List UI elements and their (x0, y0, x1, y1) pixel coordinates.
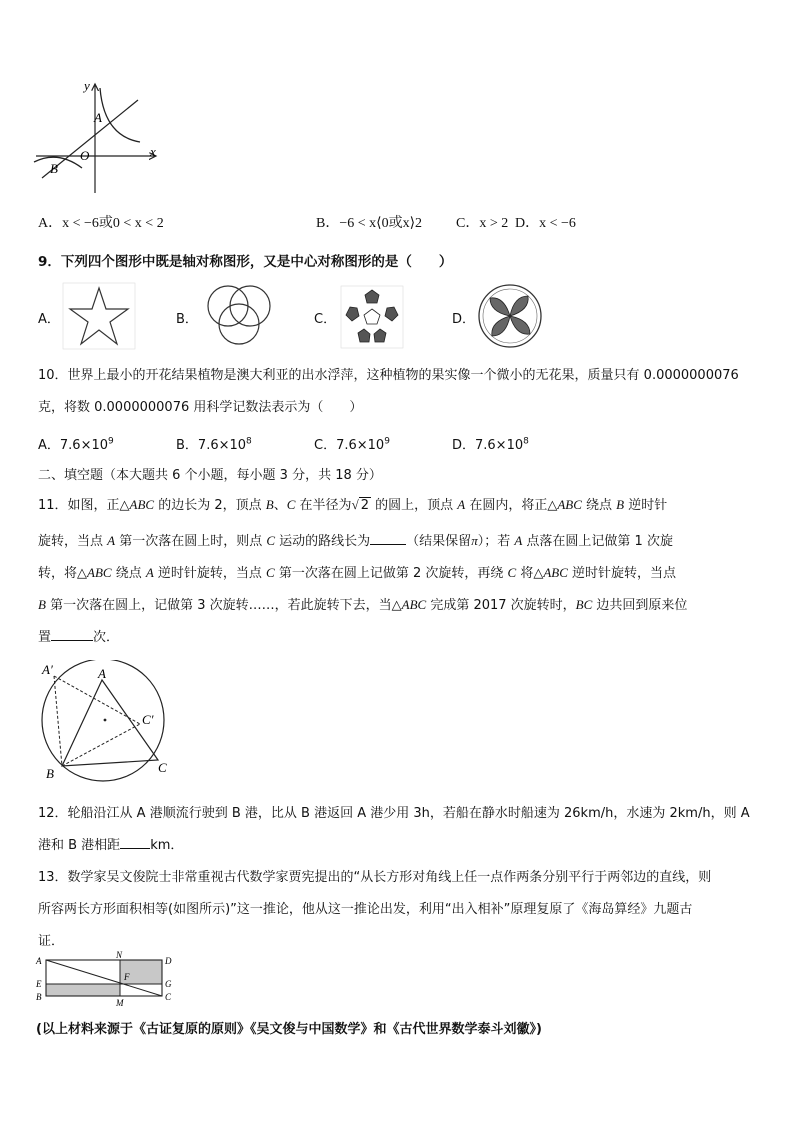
q11-var: ABC (87, 565, 112, 580)
label-n: N (116, 950, 123, 960)
q11-text: 次． (93, 630, 120, 645)
q10-option-c-exp: 9 (384, 436, 390, 447)
label-g: G (165, 979, 172, 989)
q11-sqrt-value: 2 (360, 498, 369, 513)
q11-text: ）；若 (477, 534, 515, 549)
label-b: B (36, 992, 42, 1002)
q11-text: 第一次落在圆上记做第 2 次旋转，再绕 (274, 566, 508, 581)
q11-text: 在圆内，将正△ (465, 498, 558, 513)
q11-text: 运动的路线长为 (275, 534, 371, 549)
x-axis-label: x (150, 144, 156, 159)
q10-option-b-text: B．7.6×10 (176, 438, 247, 453)
q11-text: 点落在圆上记做第 1 次旋 (522, 534, 673, 549)
point-b-label: B (50, 161, 58, 176)
q10-option-a-text: A．7.6×10 (38, 438, 109, 453)
q11-line-2 (38, 530, 673, 549)
q11-var: C (266, 565, 275, 580)
label-c-prime: C′ (142, 712, 154, 727)
q11-var: BC (575, 597, 593, 612)
q11-circle-triangle-figure (34, 660, 184, 786)
q11-var: ABC (557, 497, 582, 512)
q11-text: 旋转，当点 (38, 534, 108, 549)
section-2-title: 二、填空题（本大题共 6 个小题，每小题 3 分，共 18 分） (38, 468, 382, 483)
label-a: A (98, 666, 106, 681)
q13-line-1: 13．数学家吴文俊院士非常重视古代数学家贾宪提出的“从长方形对角线上任一点作两条分别平行于两邻边的直线，则 (38, 870, 712, 885)
lower-left-rectangle (46, 984, 120, 996)
q10-option-d-exp: 8 (523, 436, 529, 447)
label-c: C (165, 992, 172, 1002)
q10-option-a-exp: 9 (108, 436, 114, 447)
q9-pentagon-figure (340, 285, 404, 349)
q11-var: B (616, 497, 625, 512)
q11-answer-blank-1[interactable] (370, 530, 406, 545)
q11-text: 绕点 (111, 566, 146, 581)
q13-source-note: (以上材料来源于《古证复原的原则》《吴文俊与中国数学》和《古代世界数学泰斗刘徽》) (36, 1022, 542, 1037)
q13-line-2: 所容两长方形面积相等(如图所示)”这一推论，他从这一推论出发，利用“出入相补”原理复原了《海岛算经》九题古 (38, 902, 693, 917)
q9-label-b: B． (176, 312, 198, 327)
q8-hyperbola-graph (28, 78, 168, 198)
sqrt-symbol: √ (351, 497, 359, 512)
q11-text: 逆时针 (624, 498, 668, 513)
q11-text: 转，将△ (38, 566, 87, 581)
q10-option-d (452, 434, 529, 453)
q8-option-c: C．x > 2 (456, 216, 509, 231)
label-d: D (165, 956, 172, 966)
q12-line-2 (38, 834, 183, 853)
q11-var: C (286, 497, 296, 512)
q11-text: 逆时针旋转，当点 (153, 566, 267, 581)
q11-text: 在半径为 (295, 498, 352, 513)
q11-text: 将△ (516, 566, 544, 581)
q9-three-circles-figure (198, 282, 280, 350)
point-a-label: A (94, 110, 102, 125)
q10-option-a (38, 434, 114, 453)
q13-rectangle-figure (34, 950, 184, 1008)
q10-option-d-text: D．7.6×10 (452, 438, 524, 453)
q11-text: 置 (38, 630, 52, 645)
label-a: A (36, 956, 42, 966)
q11-text: 、 (273, 498, 287, 513)
label-b: B (46, 766, 54, 781)
q10-line-2: 克，将数 0.0000000076 用科学记数法表示为（ ） (38, 400, 363, 415)
q11-text: 第一次落在圆上时，则点 (115, 534, 267, 549)
q11-var: ABC (543, 565, 568, 580)
q11-line-3 (38, 562, 676, 581)
q9-flower-figure (476, 282, 544, 350)
q12-answer-blank[interactable] (120, 834, 150, 849)
label-a-prime: A′ (42, 662, 53, 677)
q11-var: ABC (401, 597, 427, 612)
q9-label-d: D． (452, 312, 476, 327)
label-m: M (116, 998, 124, 1008)
label-f: F (124, 972, 130, 982)
y-axis-label: y (84, 78, 90, 93)
label-c: C (158, 760, 167, 775)
q11-pi: π (471, 533, 478, 548)
q11-text: 的边长为 2，顶点 (154, 498, 266, 513)
q11-text: 11．如图，正△ (38, 498, 130, 513)
q11-var: A (457, 497, 466, 512)
q8-option-b: B．−6 < x⟨0或x⟩2 (316, 216, 423, 231)
q11-text: 完成第 2017 次旋转时， (426, 598, 576, 613)
q10-option-b (176, 434, 252, 453)
q10-line-1: 10．世界上最小的开花结果植物是澳大利亚的出水浮萍，这种植物的果实像一个微小的无花果，质量只有 0.0000000076 (38, 368, 739, 383)
q8-option-d: D．x < −6 (515, 216, 576, 231)
q8-option-a: A．x < −6或0 < x < 2 (38, 216, 164, 231)
q11-var: A (514, 533, 523, 548)
q11-line-5 (38, 626, 119, 645)
label-e: E (36, 979, 42, 989)
q11-line-4 (38, 594, 687, 613)
q11-text: 的圆上，顶点 (370, 498, 458, 513)
q11-text: 第一次落在圆上，记做第 3 次旋转……，若此旋转下去，当△ (45, 598, 402, 613)
q11-var: ABC (129, 497, 155, 512)
q11-var: B (265, 497, 274, 512)
q10-option-c-text: C．7.6×10 (314, 438, 385, 453)
q11-text: 边共回到原来位 (592, 598, 688, 613)
q12-text: km． (150, 838, 184, 853)
q9-stem: 9．下列四个图形中既是轴对称图形，又是中心对称图形的是（ ） (38, 254, 453, 270)
q10-option-b-exp: 8 (246, 436, 252, 447)
q11-var: A (145, 565, 154, 580)
q11-text: （结果保留 (406, 534, 472, 549)
q11-text: 逆时针旋转，当点 (567, 566, 677, 581)
q11-var: B (38, 597, 46, 612)
q9-star-figure (62, 282, 136, 350)
q11-var: A (107, 533, 116, 548)
q11-text: 绕点 (581, 498, 617, 513)
hyperbola-branch-lower (34, 157, 82, 168)
origin-label: O (80, 148, 90, 163)
q10-option-c (314, 434, 390, 453)
q11-answer-blank-2[interactable] (51, 626, 93, 641)
q9-label-c: C． (314, 312, 337, 327)
q11-line-1 (38, 494, 667, 513)
q12-text: 港和 B 港相距 (38, 838, 121, 853)
q12-line-1: 12．轮船沿江从 A 港顺流行驶到 B 港，比从 B 港返回 A 港少用 3h，若船在静水时船速为 26km/h，水速为 2km/h，则 A (38, 806, 750, 821)
q11-var: C (507, 565, 517, 580)
q13-line-3: 证． (38, 934, 65, 949)
q9-label-a: A． (38, 312, 60, 327)
q11-var: C (266, 533, 276, 548)
